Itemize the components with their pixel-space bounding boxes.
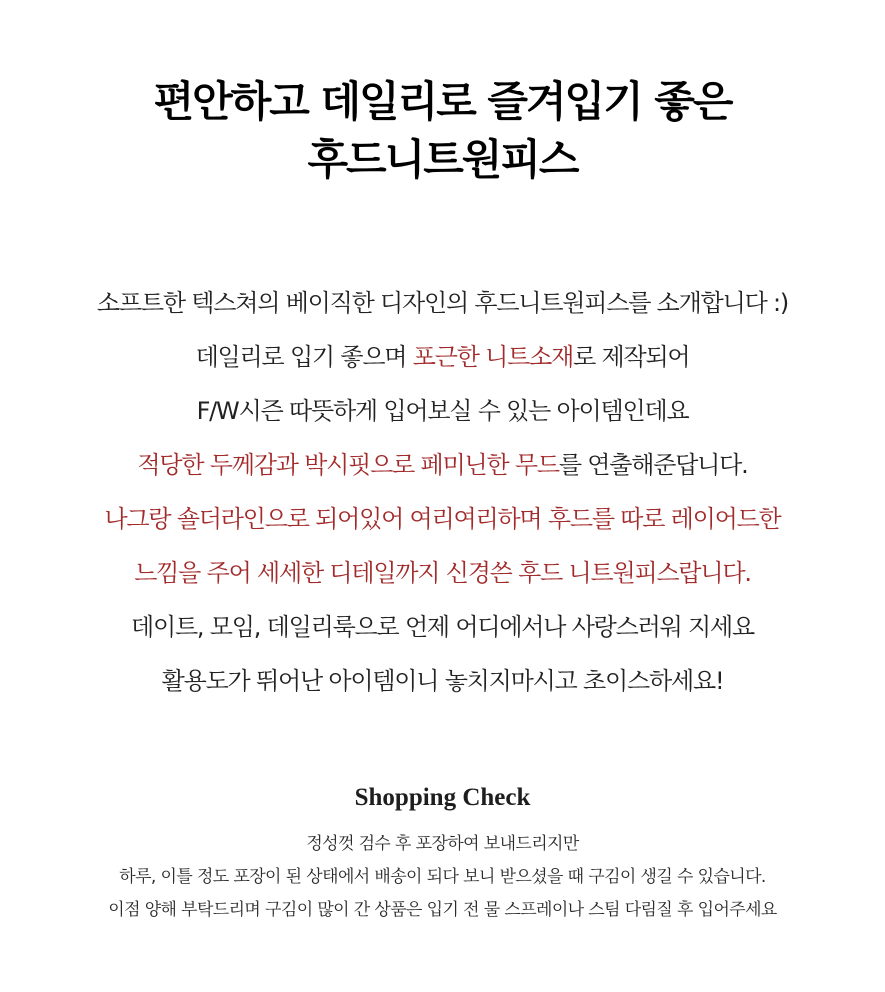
description-line-2 [0, 330, 885, 384]
description-line-3: F/W시즌 따뜻하게 입어보실 수 있는 아이템인데요 [196, 397, 689, 425]
description-line-1: 소프트한 텍스쳐의 베이직한 디자인의 후드니트원피스를 소개합니다 :) [96, 289, 789, 317]
description-line-6: 느낌을 주어 세세한 디테일까지 신경쓴 후드 니트원피스랍니다. [134, 559, 751, 587]
headline-line-1: 편안하고 데일리로 즐겨입기 좋은 [153, 77, 732, 126]
shopping-check-notes [0, 828, 885, 927]
description-line-5: 나그랑 숄더라인으로 되어있어 여리여리하며 후드를 따로 레이어드한 [104, 505, 781, 533]
shopping-check-line-3: 이점 양해 부탁드리며 구김이 많이 간 상품은 입기 전 물 스프레이나 스팀 다림질 후 입어주세요 [108, 900, 777, 920]
description-line-2-post: 로 제작되어 [573, 343, 690, 371]
description-highlight-material: 포근한 니트소재 [412, 343, 574, 371]
shopping-check-line-1: 정성껏 검수 후 포장하여 보내드리지만 [306, 834, 579, 854]
description-highlight-mood: 적당한 두께감과 박시핏으로 페미닌한 무드 [137, 451, 559, 479]
description-line-4-post: 를 연출해준답니다. [558, 451, 748, 479]
shopping-check-line-2: 하루, 이틀 정도 포장이 된 상태에서 배송이 되다 보니 받으셨을 때 구김이 생길 수 있습니다. [119, 867, 766, 887]
description-line-8: 활용도가 뛰어난 아이템이니 놓치지마시고 초이스하세요! [161, 667, 724, 695]
product-description [0, 276, 885, 708]
description-line-4 [0, 438, 885, 492]
description-line-7: 데이트, 모임, 데일리룩으로 언제 어디에서나 사랑스러워 지세요 [130, 613, 754, 641]
shopping-check-title: Shopping Check [354, 784, 531, 811]
description-line-2-pre: 데일리로 입기 좋으며 [195, 343, 413, 371]
headline-line-2: 후드니트원피스 [307, 135, 578, 184]
